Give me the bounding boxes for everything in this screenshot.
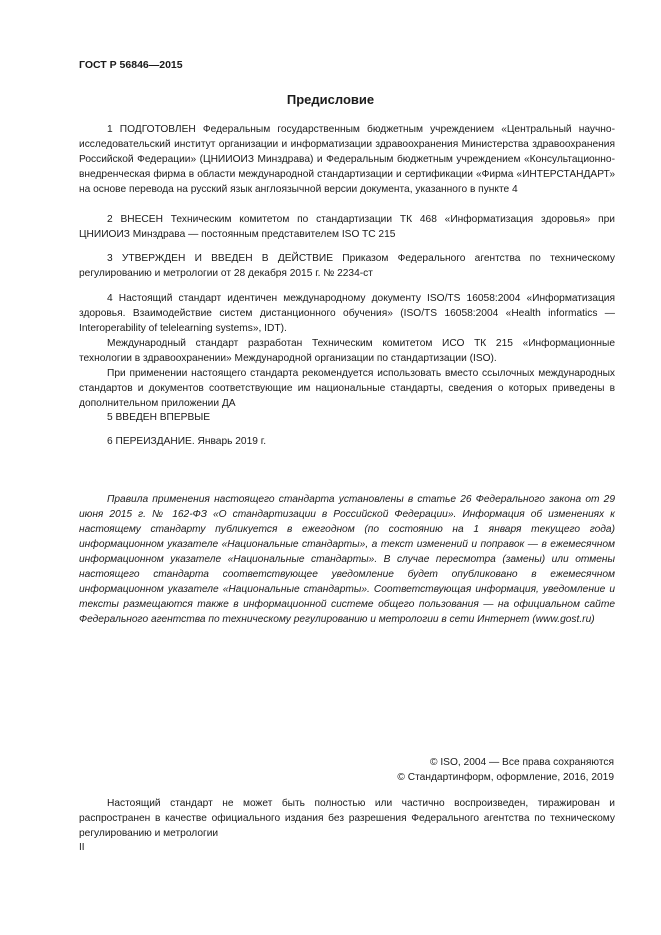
item-3-approved: 3 УТВЕРЖДЕН И ВВЕДЕН В ДЕЙСТВИЕ Приказом Федерального агентства по техническому регулированию и метрологии от 28 декабря 2015 г. № 2234-ст xyxy=(79,253,615,279)
reproduction-restriction: Настоящий стандарт не может быть полностью или частично воспроизведен, тиражирован и распространен в качестве официального издания без разрешения Федерального агентства по техническому регулированию и метрологии xyxy=(79,798,615,839)
foreword-title: Предисловие xyxy=(286,92,375,107)
item-1-prepared: 1 ПОДГОТОВЛЕН Федеральным государственным бюджетным учреждением «Центральный научно-исследовательский институт организации и информатизации здравоохранения Министерства здравоохранения Российской Федерации» (ЦНИИОИЗ Минздрава) и Федеральным бюджетным учреждением «Консультационно-внедренческая фирма в области международной стандартизации и сертификации «Фирма «ИНТЕРСТАНДАРТ» на основе перевода на русский язык англоязычной версии документа, указанного в пункте 4 xyxy=(79,124,615,195)
page-number: II xyxy=(79,842,85,853)
item-4-identity xyxy=(79,291,615,411)
item-5-introduced: 5 ВВЕДЕН ВПЕРВЫЕ xyxy=(107,412,211,423)
copyright-standartinform: © Стандартинформ, оформление, 2016, 2019 xyxy=(397,772,614,783)
item-4-developed-by: Международный стандарт разработан Техническим комитетом ИСО ТК 215 «Информационные технологии в здравоохранении» Международной организации по стандартизации (ISO). xyxy=(79,338,615,364)
item-4-identical: 4 Настоящий стандарт идентичен международному документу ISO/TS 16058:2004 «Информатизация здоровья. Взаимодействие систем дистанционного обучения» (ISO/TS 16058:2004 «Health informatics — Interoperability of telelearning systems», IDT). xyxy=(79,293,615,334)
item-6-reissue: 6 ПЕРЕИЗДАНИЕ. Январь 2019 г. xyxy=(107,436,267,447)
item-4-references: При применении настоящего стандарта рекомендуется использовать вместо ссылочных международных стандартов и документов соответствующие им национальные стандарты, сведения о которых приведены в дополнительном приложении ДА xyxy=(79,368,615,409)
copyright-iso: © ISO, 2004 — Все права сохраняются xyxy=(430,757,614,768)
document-code-header: ГОСТ Р 56846—2015 xyxy=(79,59,183,71)
application-rules-notice: Правила применения настоящего стандарта установлены в статье 26 Федерального закона от 29 июня 2015 г. № 162-ФЗ «О стандартизации в Российской Федерации». Информация об изменениях к настоящему стандарту публикуется в ежегодном (по состоянию на 1 января текущего года) информационном указателе «Национальные стандарты», а текст изменений и поправок — в ежемесячном информационном указателе «Национальные стандарты». В случае пересмотра (замены) или отмены настоящего стандарта соответствующее уведомление будет опубликовано в ежемесячном информационном указателе «Национальные стандарты». Соответствующая информация, уведомление и тексты размещаются также в информационной системе общего пользования — на официальном сайте Федерального агентства по техническому регулированию и метрологии в сети Интернет (www.gost.ru) xyxy=(79,494,615,625)
item-2-submitted: 2 ВНЕСЕН Техническим комитетом по стандартизации ТК 468 «Информатизация здоровья» при ЦНИИОИЗ Минздрава — постоянным представителем ISO TC 215 xyxy=(79,214,615,240)
